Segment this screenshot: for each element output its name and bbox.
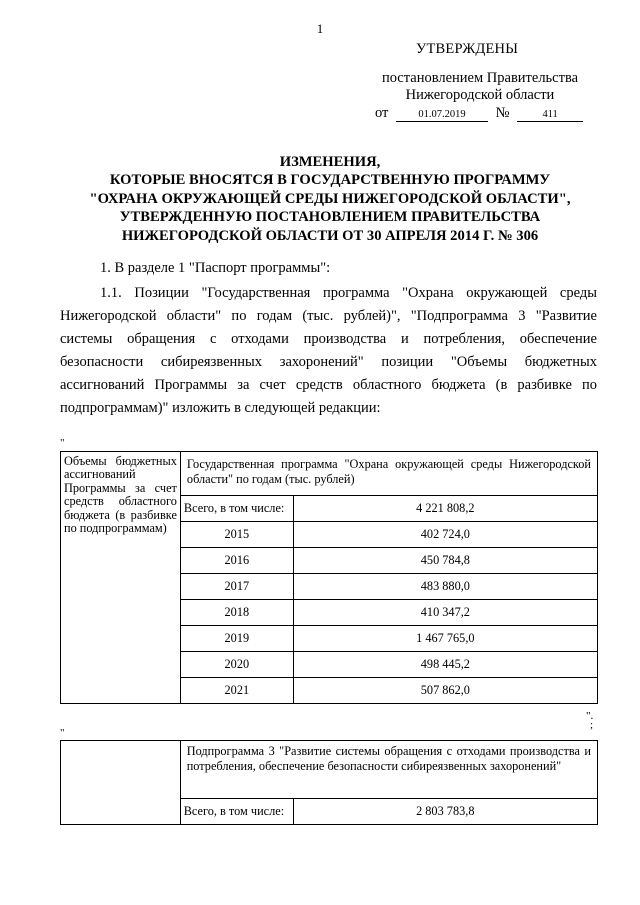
paragraph-1-1: 1.1. Позиции "Государственная программа "Охрана окружающей среды Нижегородской области" по годам (тыс. рублей)", "Подпрограмма 3 "Развитие системы обращения с отходами производства и потребления, обеспечение безопасности сибиреязвенных захоронений" позиции "Объемы бюджетных ассигнований Программы за счет средств областного бюджета (в разбивке по подпрограммам)" изложить в следующей редакции:: [60, 285, 597, 416]
row-value: 402 724,0: [293, 522, 597, 548]
row-value: 483 880,0: [293, 574, 597, 600]
decree-date: 01.07.2019: [396, 109, 488, 122]
title-line: "ОХРАНА ОКРУЖАЮЩЕЙ СРЕДЫ НИЖЕГОРОДСКОЙ ОБЛАСТИ",: [89, 190, 571, 207]
document-title: [60, 153, 600, 245]
row-value: 4 221 808,2: [293, 496, 597, 522]
table-header-program: Государственная программа "Охрана окружающей среды Нижегородской области" по годам (тыс. рублей): [180, 452, 597, 496]
row-value: 507 862,0: [293, 678, 597, 704]
row-value: 2 803 783,8: [293, 799, 597, 825]
row-value: 1 467 765,0: [293, 626, 597, 652]
approval-decree: [360, 70, 600, 104]
decree-line-1: постановлением Правительства: [381, 70, 579, 86]
decree-date-line: [375, 105, 583, 122]
page-number: 1: [316, 21, 324, 36]
date-prefix: от: [375, 105, 389, 121]
row-label-budget: Объемы бюджетных ассигнований Программы за счет средств областного бюджета (в разбивке по подпрограммам): [61, 452, 181, 704]
budget-table: [60, 451, 598, 704]
year-cell: 2018: [180, 600, 293, 626]
number-sign: №: [495, 105, 510, 121]
title-line: УТВЕРЖДЕННУЮ ПОСТАНОВЛЕНИЕМ ПРАВИТЕЛЬСТВА: [119, 209, 541, 226]
title-line: КОТОРЫЕ ВНОСЯТСЯ В ГОСУДАРСТВЕННУЮ ПРОГРАММУ: [109, 172, 551, 189]
decree-number: 411: [517, 109, 583, 122]
semicolon: ;: [590, 719, 594, 731]
row-value: 410 347,2: [293, 600, 597, 626]
title-line: ИЗМЕНЕНИЯ,: [279, 154, 381, 170]
year-cell: 2017: [180, 574, 293, 600]
subprogram-table: [60, 740, 598, 825]
year-cell: 2019: [180, 626, 293, 652]
year-cell: 2021: [180, 678, 293, 704]
open-quote-1: ": [60, 437, 65, 449]
empty-label-cell: [61, 741, 181, 825]
year-cell: 2016: [180, 548, 293, 574]
approval-stamp: УТВЕРЖДЕНЫ: [416, 41, 519, 57]
paragraph-1: 1. В разделе 1 "Паспорт программы":: [100, 260, 331, 276]
row-value: 498 445,2: [293, 652, 597, 678]
year-cell: 2020: [180, 652, 293, 678]
close-quote: ".: [586, 710, 594, 722]
title-line: НИЖЕГОРОДСКОЙ ОБЛАСТИ ОТ 30 АПРЕЛЯ 2014 Г. № 306: [121, 227, 539, 244]
open-quote-2: ": [60, 727, 65, 739]
year-cell: 2015: [180, 522, 293, 548]
row-label: Всего, в том числе:: [180, 799, 293, 825]
table-header-subprogram: Подпрограмма 3 "Развитие системы обращения с отходами производства и потребления, обеспечение безопасности сибиреязвенных захоронений": [180, 741, 597, 799]
decree-line-2: Нижегородской области: [405, 87, 555, 103]
row-label: Всего, в том числе:: [180, 496, 293, 522]
row-value: 450 784,8: [293, 548, 597, 574]
